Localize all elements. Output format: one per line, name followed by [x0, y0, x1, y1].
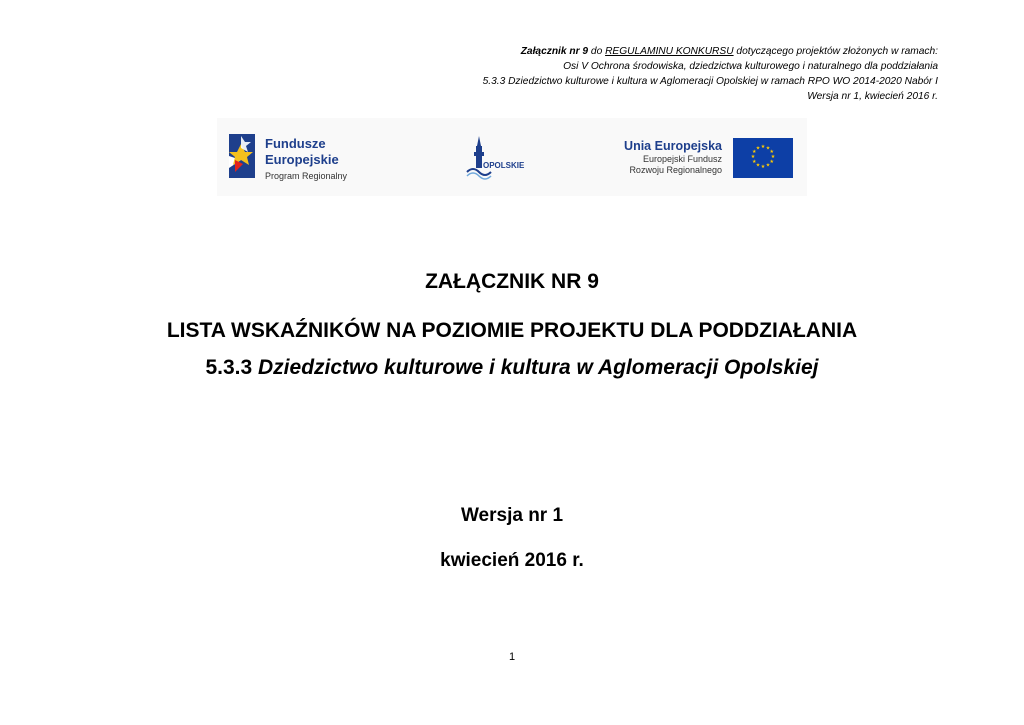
date-label: kwiecień 2016 r.	[440, 550, 584, 571]
document-subtitle-measure: 5.3.3 Dziedzictwo kulturowe i kultura w Aglomeracji Opolskiej	[205, 356, 819, 379]
document-subtitle: LISTA WSKAŹNIKÓW NA POZIOMIE PROJEKTU DLA PODDZIAŁANIA	[166, 319, 858, 342]
unia-europejska-logo	[617, 136, 802, 182]
eu-line-2: Europejski Fundusz	[642, 154, 722, 164]
svg-text:★: ★	[760, 164, 766, 170]
document-header	[298, 44, 938, 104]
opolskie-label: OPOLSKIE	[483, 161, 525, 170]
eu-line-3: Rozwoju Regionalnego	[629, 165, 722, 175]
page-number: 1	[508, 651, 516, 663]
header-line-2: Osi V Ochrona środowiska, dziedzictwa kulturowego i naturalnego dla poddziałania	[563, 61, 938, 72]
svg-text:★: ★	[755, 145, 761, 152]
svg-text:★: ★	[765, 145, 771, 152]
svg-text:★: ★	[750, 154, 756, 160]
svg-text:★: ★	[752, 159, 757, 165]
document-title: ZAŁĄCZNIK NR 9	[425, 270, 599, 293]
svg-text:★: ★	[755, 162, 761, 169]
svg-text:★: ★	[770, 154, 776, 160]
logo-strip	[217, 118, 807, 196]
fe-line-1: Fundusze	[265, 136, 326, 151]
opolskie-tower-icon	[465, 136, 493, 180]
fundusze-europejskie-icon	[227, 130, 257, 182]
svg-text:★: ★	[752, 149, 757, 155]
eu-flag-icon	[733, 138, 793, 178]
svg-text:★: ★	[760, 144, 766, 150]
version-label: Wersja nr 1	[460, 505, 564, 526]
fundusze-europejskie-logo	[227, 130, 377, 182]
header-line-1: Załącznik nr 9 do REGULAMINU KONKURSU dotyczącego projektów złożonych w ramach:	[520, 46, 938, 57]
svg-text:★: ★	[765, 162, 771, 169]
fe-line-2: Europejskie	[265, 152, 339, 167]
fe-line-3: Program Regionalny	[265, 171, 348, 181]
header-line-4: Wersja nr 1, kwiecień 2016 r.	[807, 91, 938, 102]
svg-text:★: ★	[769, 149, 774, 155]
header-line-3: 5.3.3 Dziedzictwo kulturowe i kultura w Aglomeracji Opolskiej w ramach RPO WO 2014-2020 Nabór I	[482, 76, 938, 87]
opolskie-logo	[455, 136, 535, 182]
svg-text:★: ★	[769, 159, 774, 165]
eu-line-1: Unia Europejska	[624, 139, 722, 153]
